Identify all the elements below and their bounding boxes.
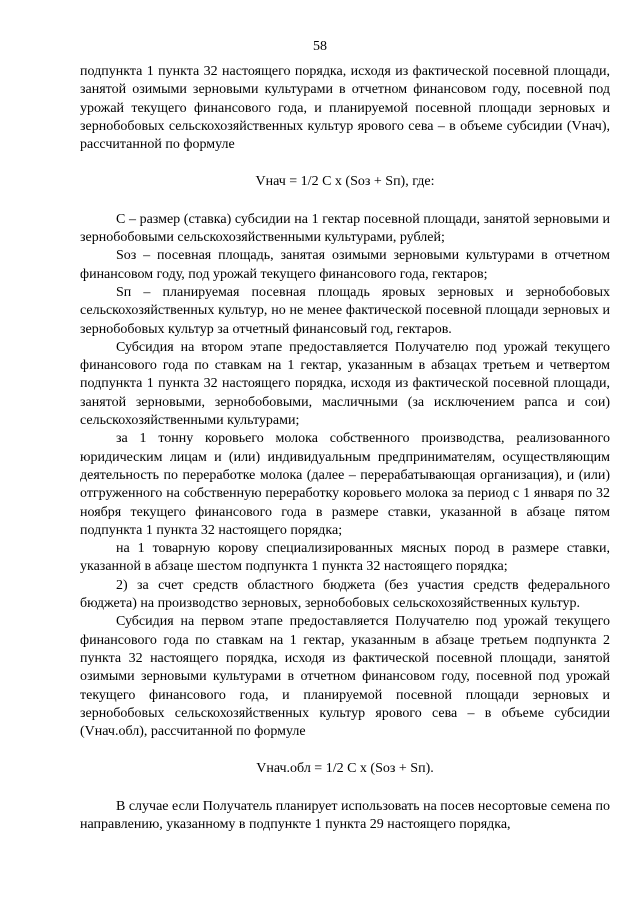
formula-vnach-obl: Vнач.обл = 1/2 С х (Sоз + Sп). xyxy=(256,761,434,777)
paragraph: С – размер (ставка) субсидии на 1 гектар посевной площади, занятой зерновыми и зернобобовыми сельскохозяйственными культурами, рублей; xyxy=(80,211,610,246)
paragraph: 2) за счет средств областного бюджета (без участия средств федерального бюджета) на производство зерновых, зернобобовых сельскохозяйственных культур. xyxy=(80,577,610,612)
paragraph: на 1 товарную корову специализированных мясных пород в размере ставки, указанной в абзаце шестом подпункта 1 пункта 32 настоящего порядка; xyxy=(80,541,610,575)
spacer xyxy=(80,779,610,798)
paragraph: за 1 тонну коровьего молока собственного производства, реализованного юридическим лицам и (или) индивидуальным предпринимателям, осуществляющим деятельность по переработке молока (далее – перерабатывающая организация), и (или) отгруженного на собственную переработку коровьего молока за период с 1 января по 32 ноября текущего финансового года в размере ставки, указанной в абзаце пятом подпункта 1 пункта 32 настоящего порядка; xyxy=(80,431,610,538)
paragraph: В случае если Получатель планирует использовать на посев несортовые семена по направлению, указанному в подпункте 1 пункта 29 настоящего порядка, xyxy=(80,798,610,832)
spacer xyxy=(80,741,610,760)
paragraph: Субсидия на первом этапе предоставляется Получателю под урожай текущего финансового года по ставкам на 1 гектар, указанным в абзаце третьем подпункта 2 пункта 32 настоящего порядка, исходя из фактической посевной площади, занятой озимыми зерновыми культурами в отчетном финансовом году, посевной под урожай текущего финансового года, и планируемой посевной площади зерновых и зернобобовых сельскохозяйственных культур ярового сева – в объеме субсидии (Vнач.обл), рассчитанной по формуле xyxy=(80,614,610,740)
paragraph: Sоз – посевная площадь, занятая озимыми зерновыми культурами в отчетном финансовом году, под урожай текущего финансового года, гектаров; xyxy=(80,248,610,282)
spacer xyxy=(80,154,610,173)
formula-vnach: Vнач = 1/2 С х (Sоз + Sп), где: xyxy=(255,174,435,190)
document-body xyxy=(80,63,610,834)
spacer xyxy=(80,192,610,211)
page-number: 58 xyxy=(313,39,327,54)
paragraph: Субсидия на втором этапе предоставляется Получателю под урожай текущего финансового года по ставкам на 1 гектар, указанным в абзацах третьем и четвертом подпункта 1 пункта 32 настоящего порядка, исходя из фактической посевной площади, занятой зерновыми, зернобобовыми, масличными (за исключением рапса и сои) сельскохозяйственными культурами; xyxy=(80,339,610,429)
paragraph: подпункта 1 пункта 32 настоящего порядка, исходя из фактической посевной площади, занятой озимыми зерновыми культурами в отчетном финансовом году, посевной под урожай текущего финансового года, и планируемой посевной площади зерновых и зернобобовых сельскохозяйственных культур ярового сева – в объеме субсидии (Vнач), рассчитанной по формуле xyxy=(80,64,610,153)
paragraph: Sп – планируемая посевная площадь яровых зерновых и зернобобовых сельскохозяйственных культур, но не менее фактической посевной площади зерновых и зернобобовых культур за отчетный финансовый год, гектаров. xyxy=(80,284,610,337)
